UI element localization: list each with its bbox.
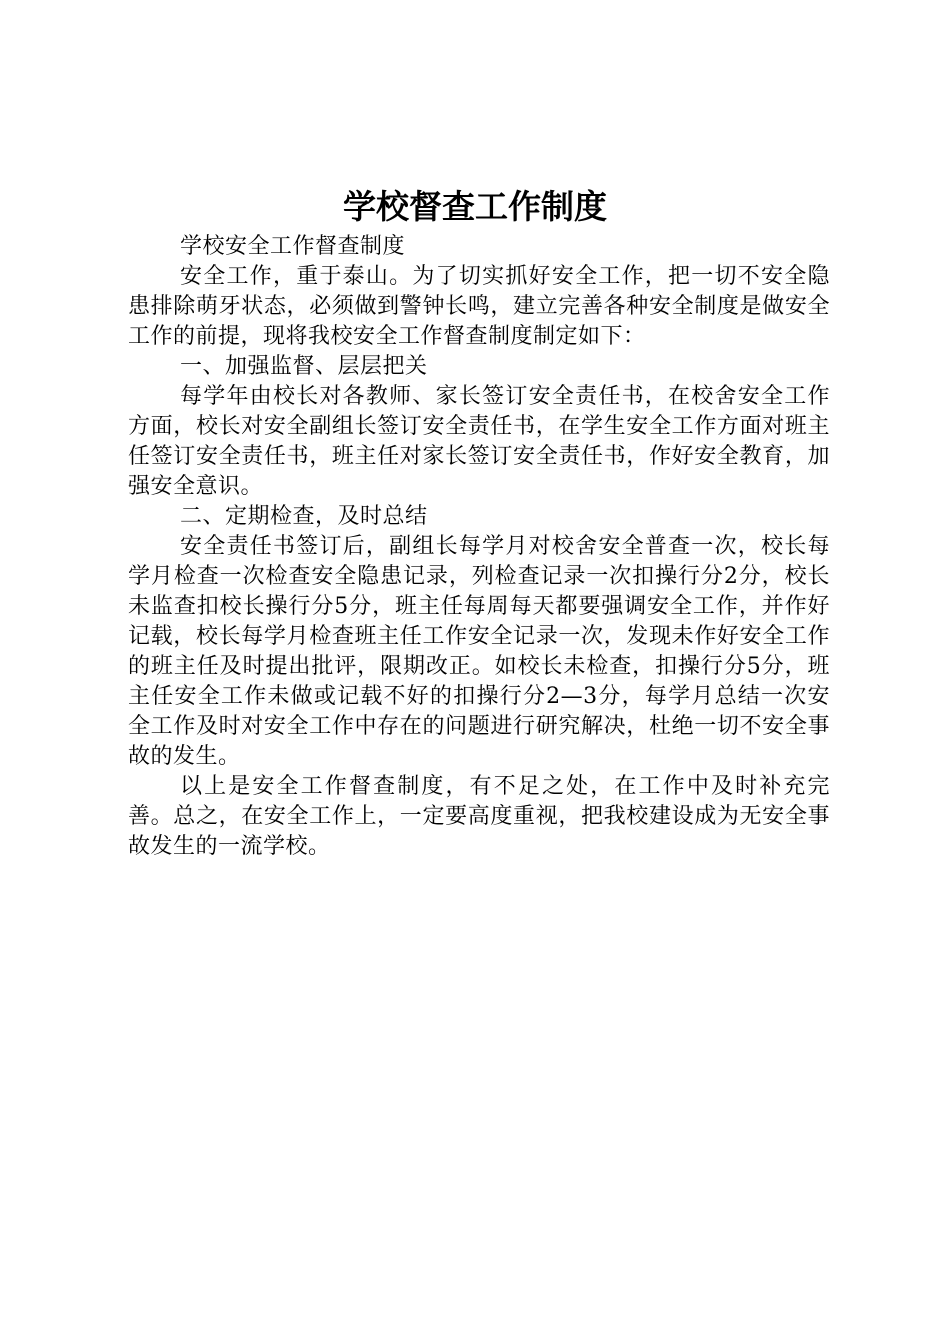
section-heading-1: 一、加强监督、层层把关 [180,354,428,379]
paragraph-section-2: 安全责任书签订后，副组长每学月对校舍安全普查一次，校长每学月检查一次检查安全隐患记录，列检查记录一次扣操行分2分，校长未监查扣校长操行分5分，班主任每周每天都要强调安全工作，并作好记载，校长每学月检查班主任工作安全记录一次，发现未作好安全工作的班主任及时提出批评，限期改正。如校长未检查，扣操行分5分，班主任安全工作未做或记载不好的扣操行分2—3分，每学月总结一次安全工作及时对安全工作中存在的问题进行研究解决，杜绝一切不安全事故的发生。 [128,534,830,769]
section-heading-2: 二、定期检查，及时总结 [180,504,428,529]
paragraph-conclusion: 以上是安全工作督查制度，有不足之处，在工作中及时补充完善。总之，在安全工作上，一定要高度重视，把我校建设成为无安全事故发生的一流学校。 [128,774,830,859]
paragraph-section-1: 每学年由校长对各教师、家长签订安全责任书，在校舍安全工作方面，校长对安全副组长签订安全责任书，在学生安全工作方面对班主任签订安全责任书，班主任对家长签订安全责任书，作好安全教育，加强安全意识。 [128,384,830,499]
document-body [128,232,830,862]
paragraph-subtitle: 学校安全工作督查制度 [180,234,406,259]
document-title: 学校督查工作制度 [343,187,607,226]
paragraph-intro: 安全工作，重于泰山。为了切实抓好安全工作，把一切不安全隐患排除萌牙状态，必须做到警钟长鸣，建立完善各种安全制度是做安全工作的前提，现将我校安全工作督查制度制定如下： [128,264,830,349]
